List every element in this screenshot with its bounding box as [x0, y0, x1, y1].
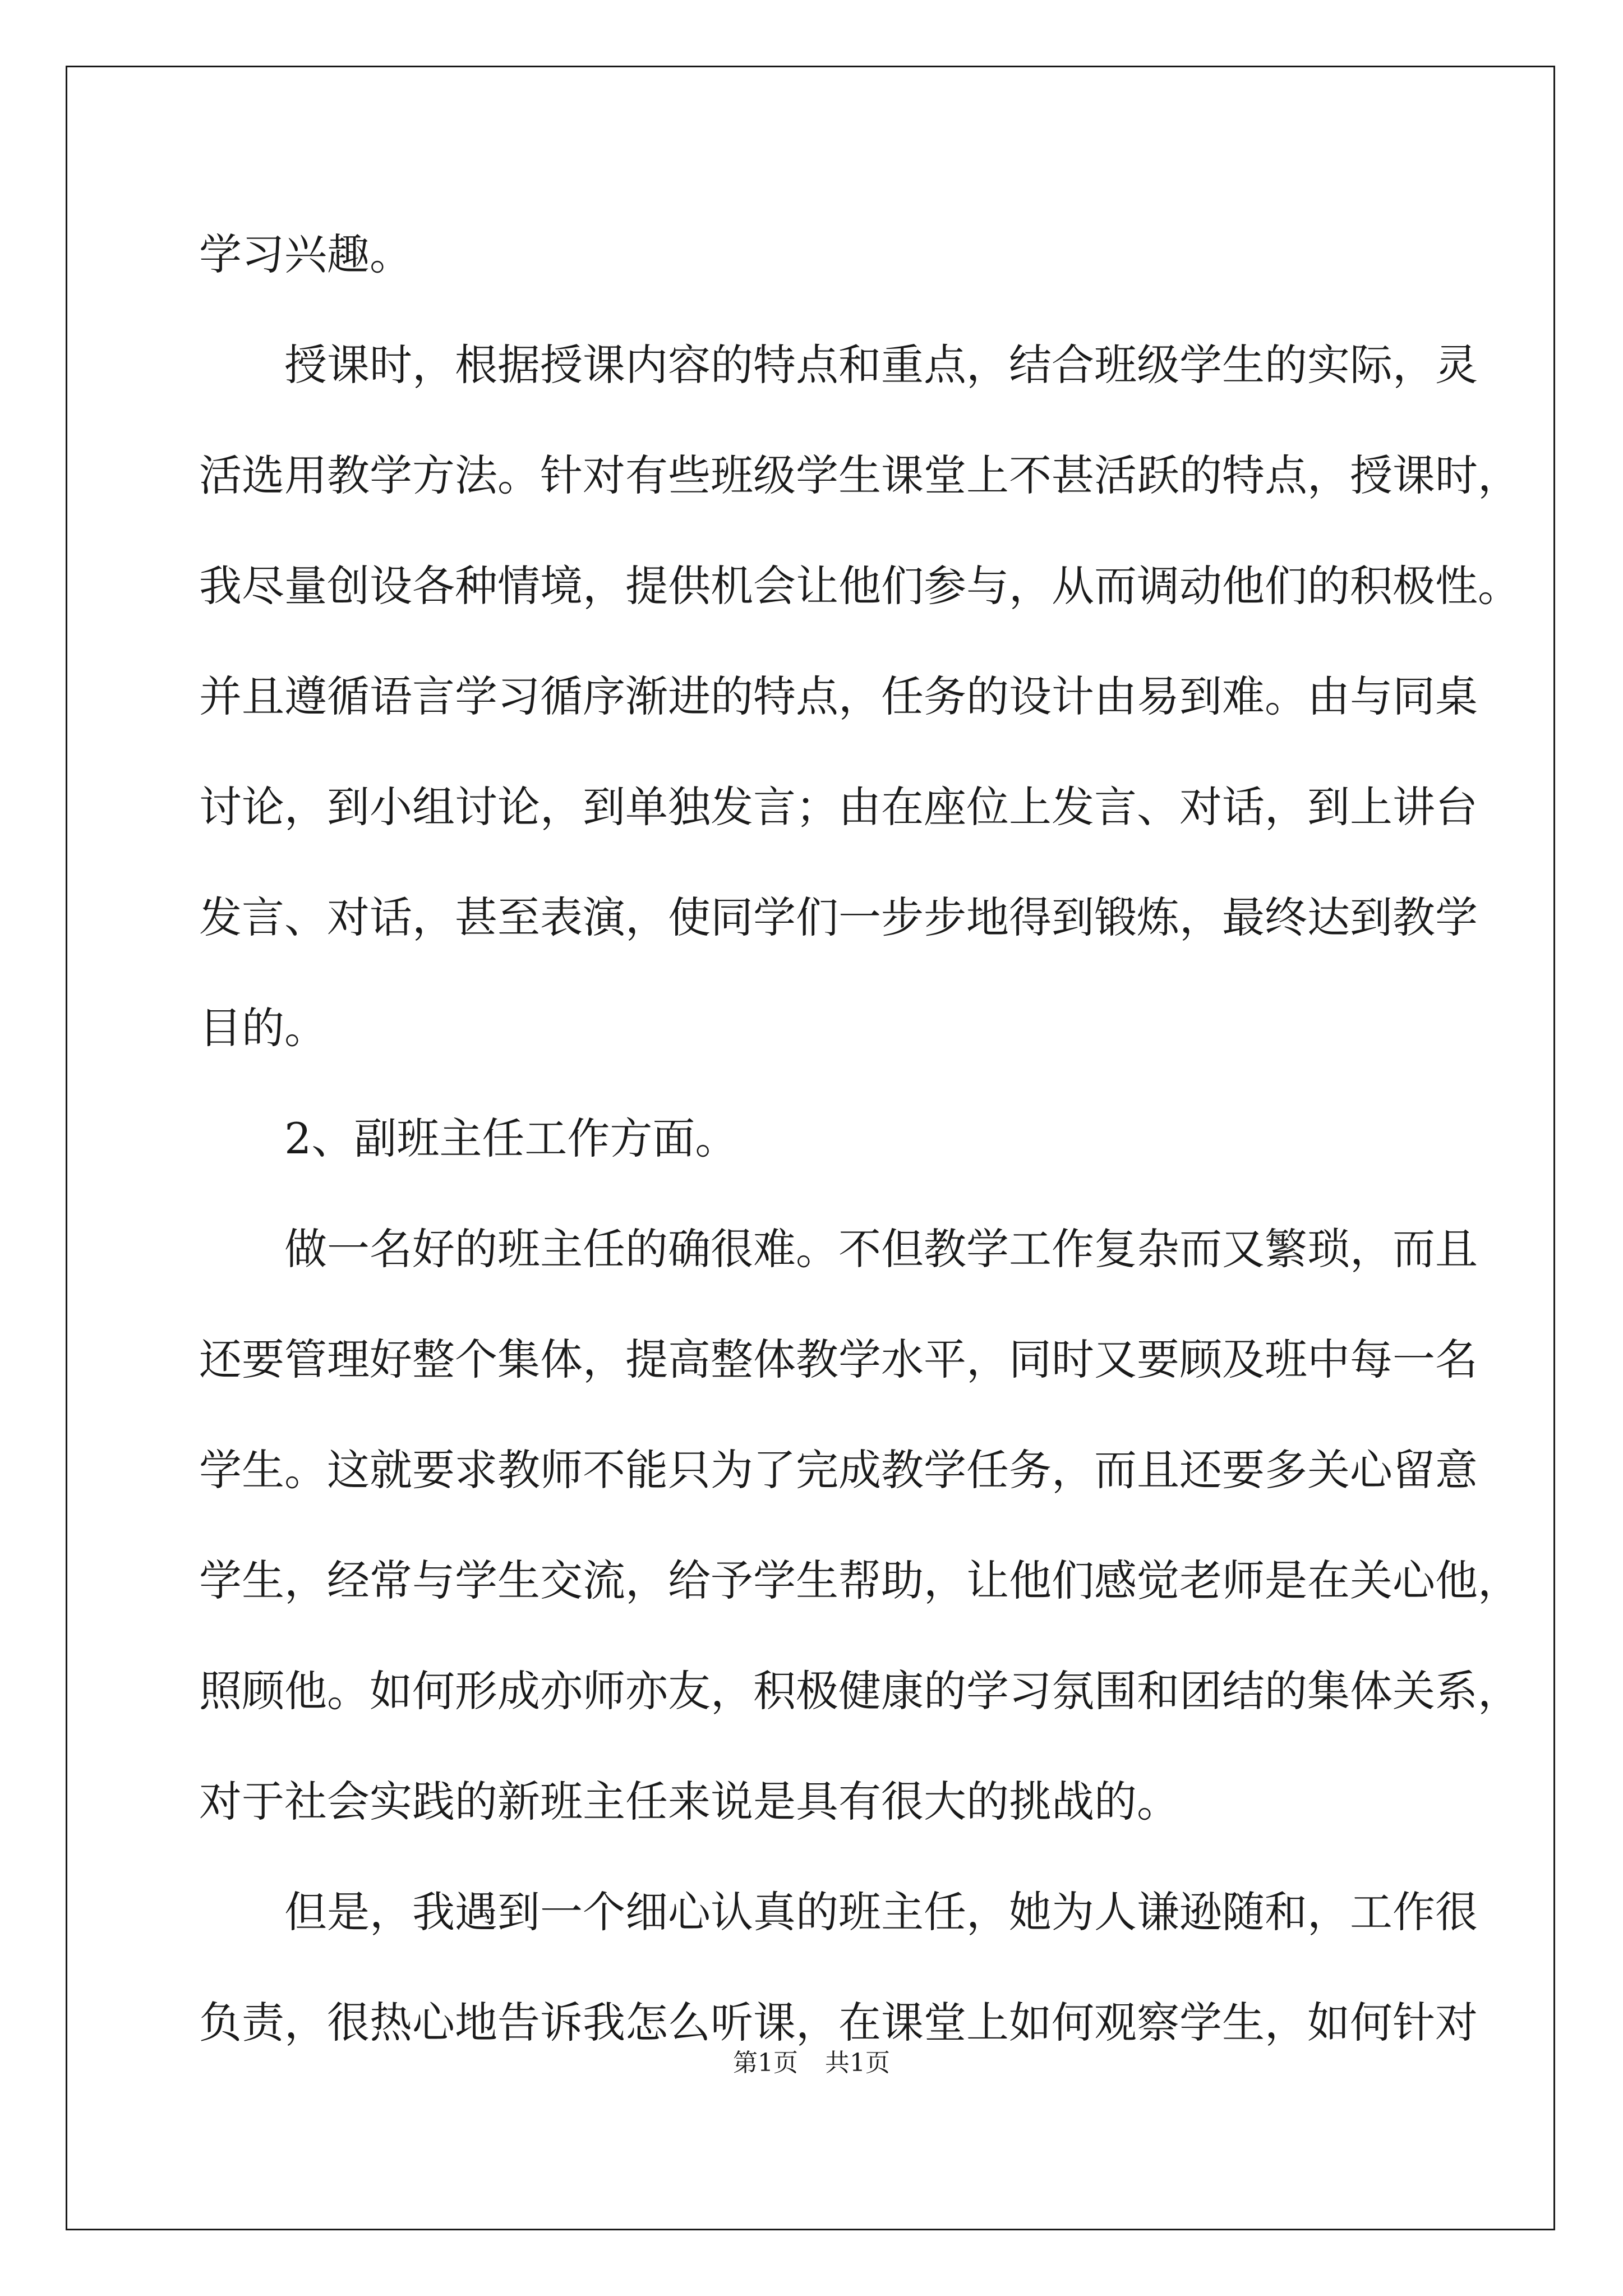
text-line: 并且遵循语言学习循序渐进的特点，任务的设计由易到难。由与同桌	[199, 671, 1478, 721]
text-line: 但是，我遇到一个细心认真的班主任，她为人谦逊随和，工作很	[284, 1887, 1478, 1937]
text-line: 授课时，根据授课内容的特点和重点，结合班级学生的实际，灵	[284, 340, 1478, 390]
text-line: 发言、对话，甚至表演，使同学们一步步地得到锻炼，最终达到教学	[199, 892, 1478, 942]
page-total: 共1页	[825, 2049, 890, 2077]
text-line: 照顾他。如何形成亦师亦友，积极健康的学习氛围和团结的集体关系，	[199, 1666, 1520, 1716]
page-footer	[0, 2046, 1623, 2080]
text-line: 学生，经常与学生交流，给予学生帮助，让他们感觉老师是在关心他，	[199, 1556, 1520, 1605]
text-line: 目的。	[199, 1003, 327, 1053]
text-line: 我尽量创设各种情境，提供机会让他们参与，从而调动他们的积极性。	[199, 561, 1520, 611]
document-body	[199, 199, 1520, 2078]
page-number: 第1页	[733, 2049, 798, 2077]
text-line: 对于社会实践的新班主任来说是具有很大的挑战的。	[199, 1777, 1179, 1826]
text-line: 学习兴趣。	[199, 229, 412, 279]
text-line: 负责，很热心地告诉我怎么听课，在课堂上如何观察学生，如何针对	[199, 1998, 1478, 2047]
text-line: 活选用教学方法。针对有些班级学生课堂上不甚活跃的特点，授课时，	[199, 450, 1520, 500]
text-line: 2、副班主任工作方面。	[284, 1114, 738, 1163]
text-line: 做一名好的班主任的确很难。不但教学工作复杂而又繁琐，而且	[284, 1224, 1478, 1274]
text-line: 还要管理好整个集体，提高整体教学水平，同时又要顾及班中每一名	[199, 1335, 1478, 1384]
text-line: 学生。这就要求教师不能只为了完成教学任务，而且还要多关心留意	[199, 1445, 1478, 1495]
text-line: 讨论，到小组讨论，到单独发言；由在座位上发言、对话，到上讲台	[199, 782, 1478, 832]
